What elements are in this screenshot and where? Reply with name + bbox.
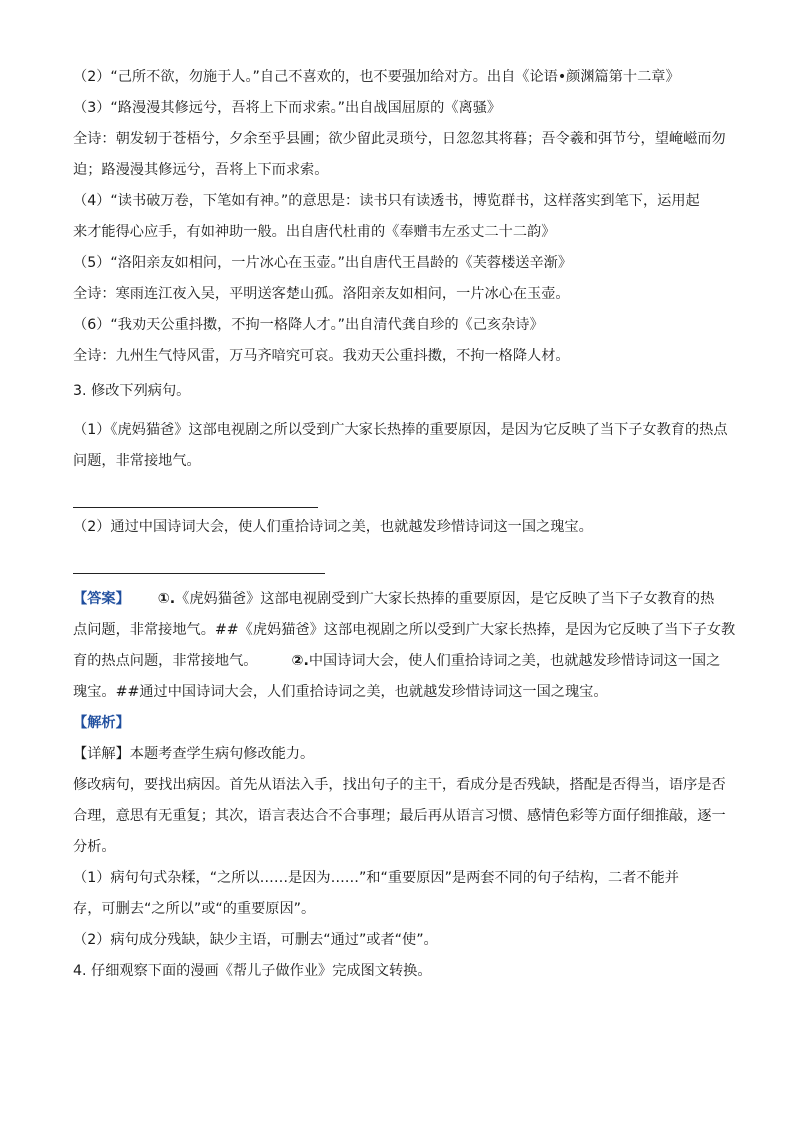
- analysis-paragraph: 分析。: [73, 839, 116, 855]
- document-page: [73, 62, 736, 987]
- text-line: （2）“己所不欲，勿施于人。”自己不喜欢的，也不要强加给对方。出自《论语•颜渊篇第十二章》: [73, 69, 680, 85]
- analysis-detail: [73, 739, 723, 770]
- question-3-title: 3. 修改下列病句。: [73, 383, 191, 399]
- answer-blank-line-1: [73, 507, 318, 508]
- text-line: （5）“洛阳亲友如相问，一片冰心在玉壶。”出自唐代王昌龄的《芙蓉楼送辛渐》: [73, 255, 573, 271]
- analysis-tag: 【解析】: [73, 715, 130, 731]
- text-line: （3）“路漫漫其修远兮，吾将上下而求索。”出自战国屈原的《离骚》: [73, 100, 502, 116]
- detail-tag: 【详解】: [73, 746, 130, 762]
- question-4-title: 4. 仔细观察下面的漫画《帮儿子做作业》完成图文转换。: [73, 963, 432, 979]
- analysis-paragraph: 合理，意思有无重复；其次，语言表达合不合事理；最后再从语言习惯、感情色彩等方面仔细推敲，逐一: [73, 808, 726, 824]
- answer-text: 育的热点问题，非常接地气。: [73, 653, 258, 669]
- answer-line-2: 点问题，非常接地气。##《虎妈猫爸》这部电视剧之所以受到广大家长热捧，是因为它反映了当下子女教: [73, 622, 736, 638]
- question-3-item-1: （1）《虎妈猫爸》这部电视剧之所以受到广大家长热捧的重要原因，是因为它反映了当下子女教育的热点: [73, 422, 728, 438]
- text-line: 全诗：朝发轫于苍梧兮，夕余至乎县圃；欲少留此灵琐兮，日忽忽其将暮；吾令羲和弭节兮，望崦嵫而勿: [73, 131, 726, 147]
- answer-blank-line-2: [73, 573, 325, 574]
- answer-tag: 【答案】: [73, 591, 130, 607]
- answer-line-3: [73, 646, 723, 677]
- analysis-paragraph: （1）病句句式杂糅，“之所以……是因为……”和“重要原因”是两套不同的句子结构，二者不能并: [73, 870, 679, 886]
- text-line: （4）“读书破万卷，下笔如有神。”的意思是：读书只有读透书，博览群书，这样落实到笔下，运用起: [73, 193, 700, 209]
- answer-text: 《虎妈猫爸》这部电视剧受到广大家长热捧的重要原因，是它反映了当下子女教育的热: [175, 591, 715, 607]
- text-line: （6）“我劝天公重抖擞，不拘一格降人才。”出自清代龚自珍的《己亥杂诗》: [73, 317, 544, 333]
- analysis-paragraph: 存，可删去“之所以”或“的重要原因”。: [73, 901, 316, 917]
- question-3-item-2: （2）通过中国诗词大会，使人们重拾诗词之美，也就越发珍惜诗词这一国之瑰宝。: [73, 519, 593, 535]
- text-line: 全诗：寒雨连江夜入吴，平明送客楚山孤。洛阳亲友如相问，一片冰心在玉壶。: [73, 286, 570, 302]
- text-line: 迫；路漫漫其修远兮，吾将上下而求索。: [73, 162, 329, 178]
- answer-text: 中国诗词大会，使人们重拾诗词之美，也就越发珍惜诗词这一国之: [308, 653, 721, 669]
- answer-number-2: ②.: [291, 653, 309, 669]
- text-line: 来才能得心应手，有如神助一般。出自唐代杜甫的《奉赠韦左丞丈二十二韵》: [73, 224, 556, 240]
- answer-line-4: 瑰宝。##通过中国诗词大会，人们重拾诗词之美，也就越发珍惜诗词这一国之瑰宝。: [73, 684, 608, 700]
- text-line: 全诗：九州生气恃风雷，万马齐喑究可哀。我劝天公重抖擞，不拘一格降人材。: [73, 348, 570, 364]
- answer-number-1: ①.: [157, 591, 176, 607]
- analysis-paragraph: （2）病句成分残缺，缺少主语，可删去“通过”或者“使”。: [73, 932, 438, 948]
- answer-line-1: [73, 584, 723, 615]
- detail-text: 本题考查学生病句修改能力。: [129, 746, 315, 762]
- question-3-item-1-cont: 问题，非常接地气。: [73, 453, 201, 469]
- analysis-paragraph: 修改病句，要找出病因。首先从语法入手，找出句子的主干，看成分是否残缺，搭配是否得当，语序是否: [73, 777, 726, 793]
